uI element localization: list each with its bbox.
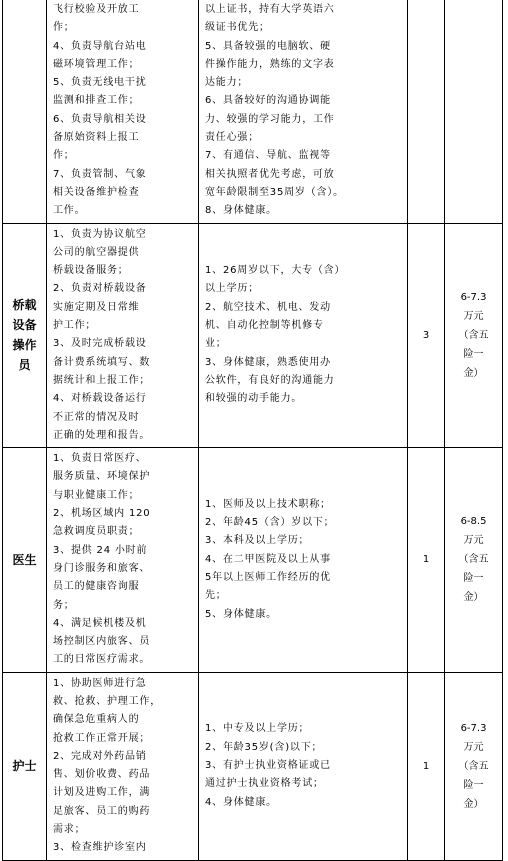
salary-cell — [445, 672, 503, 860]
position-title: 操作 — [12, 338, 37, 353]
salary-line: （含五 — [458, 760, 489, 772]
duty-line: 身门诊服务和旅客、 — [53, 562, 151, 574]
duty-line: 护工作； — [53, 320, 97, 332]
duty-line: 工的日常医疗需求。 — [53, 654, 151, 666]
requirements-cell — [199, 0, 408, 223]
duty-line: 场控制区内旅客、员 — [53, 636, 151, 648]
duty-line: 备原始资料上报工 — [53, 132, 140, 144]
salary-cell — [445, 0, 503, 223]
salary-line: 险一 — [463, 348, 484, 360]
job-row — [3, 0, 503, 223]
requirement-line: 2、年龄35岁(含)以下； — [205, 741, 323, 753]
salary-cell — [445, 223, 503, 448]
duties-cell — [47, 448, 199, 673]
duties-cell — [47, 223, 199, 448]
position-title: 员 — [18, 358, 31, 373]
requirement-line: 3、本科及以上学历； — [205, 535, 310, 547]
duty-line: 正确的处理和报告。 — [53, 429, 151, 441]
requirement-line: 7、有通信、导航、监视等 — [205, 150, 331, 162]
duty-line: 3、提供 24 小时前 — [53, 544, 148, 556]
requirement-line: 1、医师及以上技术职称； — [205, 498, 331, 510]
duty-line: 1、负责日常医疗、 — [53, 453, 147, 465]
requirement-line: 以上学历； — [205, 283, 259, 295]
duty-line: 足旅客、员工的购药 — [53, 805, 151, 817]
position-title-cell — [3, 672, 47, 860]
duty-line: 作； — [53, 22, 75, 34]
duty-line: 作； — [53, 150, 75, 162]
requirement-line: 机、自动化控制等机修专 — [205, 320, 324, 332]
duty-line: 飞行校验及开放工 — [53, 4, 140, 15]
headcount-cell: 1 — [408, 448, 445, 673]
duty-line: 售、划价收费、药品 — [53, 769, 151, 781]
duty-line: 1、协助医师进行急 — [53, 677, 147, 689]
requirement-line: 和较强的动手能力。 — [205, 393, 303, 405]
duty-line: 救、抢救、护理工作， — [53, 696, 161, 707]
duty-line: 7、负责管制、气象 — [53, 168, 147, 180]
duty-line: 务； — [53, 599, 75, 611]
duty-line: 桥载设备服务； — [53, 265, 129, 277]
duty-line: 6、负责导航相关设 — [53, 113, 147, 125]
requirement-line: 5、具备较强的电脑软、硬 — [205, 40, 331, 52]
salary-line: 金） — [463, 798, 484, 810]
requirement-line: 力、较强的学习能力，工作 — [205, 113, 335, 125]
duty-line: 5、负责无线电干扰 — [53, 77, 147, 89]
requirement-line: 3、有护士执业资格证或已 — [205, 760, 331, 772]
duty-line: 监测和排查工作； — [53, 95, 140, 107]
requirements-cell — [199, 672, 408, 860]
requirement-line: 1、中专及以上学历； — [205, 723, 310, 735]
requirement-line: 4、在二甲医院及以上从事 — [205, 553, 331, 565]
job-row — [3, 448, 503, 673]
duty-line: 计划及进购工作，满 — [53, 787, 151, 799]
requirement-line: 2、航空技术、机电、发动 — [205, 301, 331, 313]
salary-line: 6-7.3 — [460, 291, 487, 303]
requirement-line: 先； — [205, 590, 227, 602]
duty-line: 2、负责对桥载设备 — [53, 283, 147, 295]
position-title: 桥载 — [12, 298, 37, 313]
salary-line: （含五 — [458, 554, 489, 566]
job-row — [3, 223, 503, 448]
salary-line: （含五 — [458, 329, 489, 341]
requirement-line: 件操作能力，熟练的文字表 — [205, 58, 335, 70]
requirement-line: 通过护士执业资格考试； — [205, 778, 324, 790]
requirement-line: 3、身体健康，熟悉使用办 — [205, 356, 331, 368]
salary-line: 万元 — [463, 741, 484, 753]
salary-cell — [445, 448, 503, 673]
duty-line: 3、检查维护诊室内 — [53, 842, 147, 854]
salary-line: 金） — [463, 592, 484, 604]
duty-line: 需求； — [53, 824, 86, 836]
headcount-cell: 1 — [408, 672, 445, 860]
salary-line: 险一 — [463, 573, 484, 585]
duties-cell — [47, 672, 199, 860]
duty-line: 磁环境管理工作； — [53, 58, 140, 70]
requirement-line: 5年以上医师工作经历的优 — [205, 572, 331, 584]
salary-line: 险一 — [463, 779, 484, 791]
duty-line: 确保急危重病人的 — [53, 714, 140, 726]
requirement-line: 责任心强； — [205, 132, 259, 144]
duty-line: 工作。 — [53, 205, 86, 217]
requirement-line: 级证书优先； — [205, 22, 270, 34]
duty-line: 公司的航空器提供 — [53, 246, 140, 258]
requirement-line: 公软件，有良好的沟通能力 — [205, 374, 335, 386]
salary-line: 万元 — [463, 535, 484, 547]
duty-line: 实施定期及日常维 — [53, 301, 140, 313]
requirement-line: 1、26周岁以下，大专（含） — [205, 265, 346, 277]
requirement-line: 8、身体健康。 — [205, 205, 277, 217]
duty-line: 员工的健康咨询服 — [53, 581, 140, 593]
duty-line: 4、满足候机楼及机 — [53, 617, 147, 629]
requirement-line: 达能力； — [205, 77, 249, 89]
requirement-line: 2、年龄45（含）岁以下； — [205, 517, 335, 529]
duty-line: 急救调度员职责； — [53, 526, 140, 538]
requirement-line: 宽年龄限制至35周岁（含）。 — [205, 186, 344, 198]
job-row — [3, 672, 503, 860]
headcount-cell: 3 — [408, 223, 445, 448]
position-title-cell — [3, 0, 47, 223]
requirement-line: 相关执照者优先考虑，可放 — [205, 168, 335, 180]
salary-line: 万元 — [463, 310, 484, 322]
duty-line: 不正常的情况及时 — [53, 411, 140, 423]
requirement-line: 5、身体健康。 — [205, 608, 277, 620]
position-title: 设备 — [12, 318, 37, 333]
duty-line: 3、及时完成桥载设 — [53, 338, 147, 350]
job-table — [2, 0, 503, 861]
duty-line: 4、对桥载设备运行 — [53, 393, 147, 405]
requirement-line: 6、具备较好的沟通协调能 — [205, 95, 331, 107]
position-title-cell — [3, 223, 47, 448]
requirements-cell — [199, 448, 408, 673]
position-title: 护士 — [12, 759, 37, 774]
salary-line: 6-7.3 — [460, 722, 487, 734]
requirement-line: 以上证书，持有大学英语六 — [205, 4, 335, 15]
duties-cell — [47, 0, 199, 223]
duty-line: 1、负责为协议航空 — [53, 228, 147, 240]
duty-line: 2、完成对外药品销 — [53, 750, 147, 762]
position-title-cell — [3, 448, 47, 673]
requirement-line: 业； — [205, 338, 227, 350]
position-title: 医生 — [12, 552, 37, 567]
salary-line: 金） — [463, 367, 484, 379]
duty-line: 与职业健康工作； — [53, 489, 140, 501]
requirements-cell — [199, 223, 408, 448]
duty-line: 据统计和上报工作； — [53, 374, 151, 386]
duty-line: 2、机场区域内 120 — [53, 508, 151, 520]
duty-line: 4、负责导航台站电 — [53, 40, 147, 52]
duty-line: 备计费系统填写、数 — [53, 356, 151, 368]
duty-line: 抢救工作正常开展； — [53, 732, 151, 744]
requirement-line: 4、身体健康。 — [205, 796, 277, 808]
salary-line: 6-8.5 — [460, 516, 487, 528]
duty-line: 相关设备维护检查 — [53, 186, 140, 198]
duty-line: 服务质量、环境保护 — [53, 471, 151, 483]
headcount-cell — [408, 0, 445, 223]
